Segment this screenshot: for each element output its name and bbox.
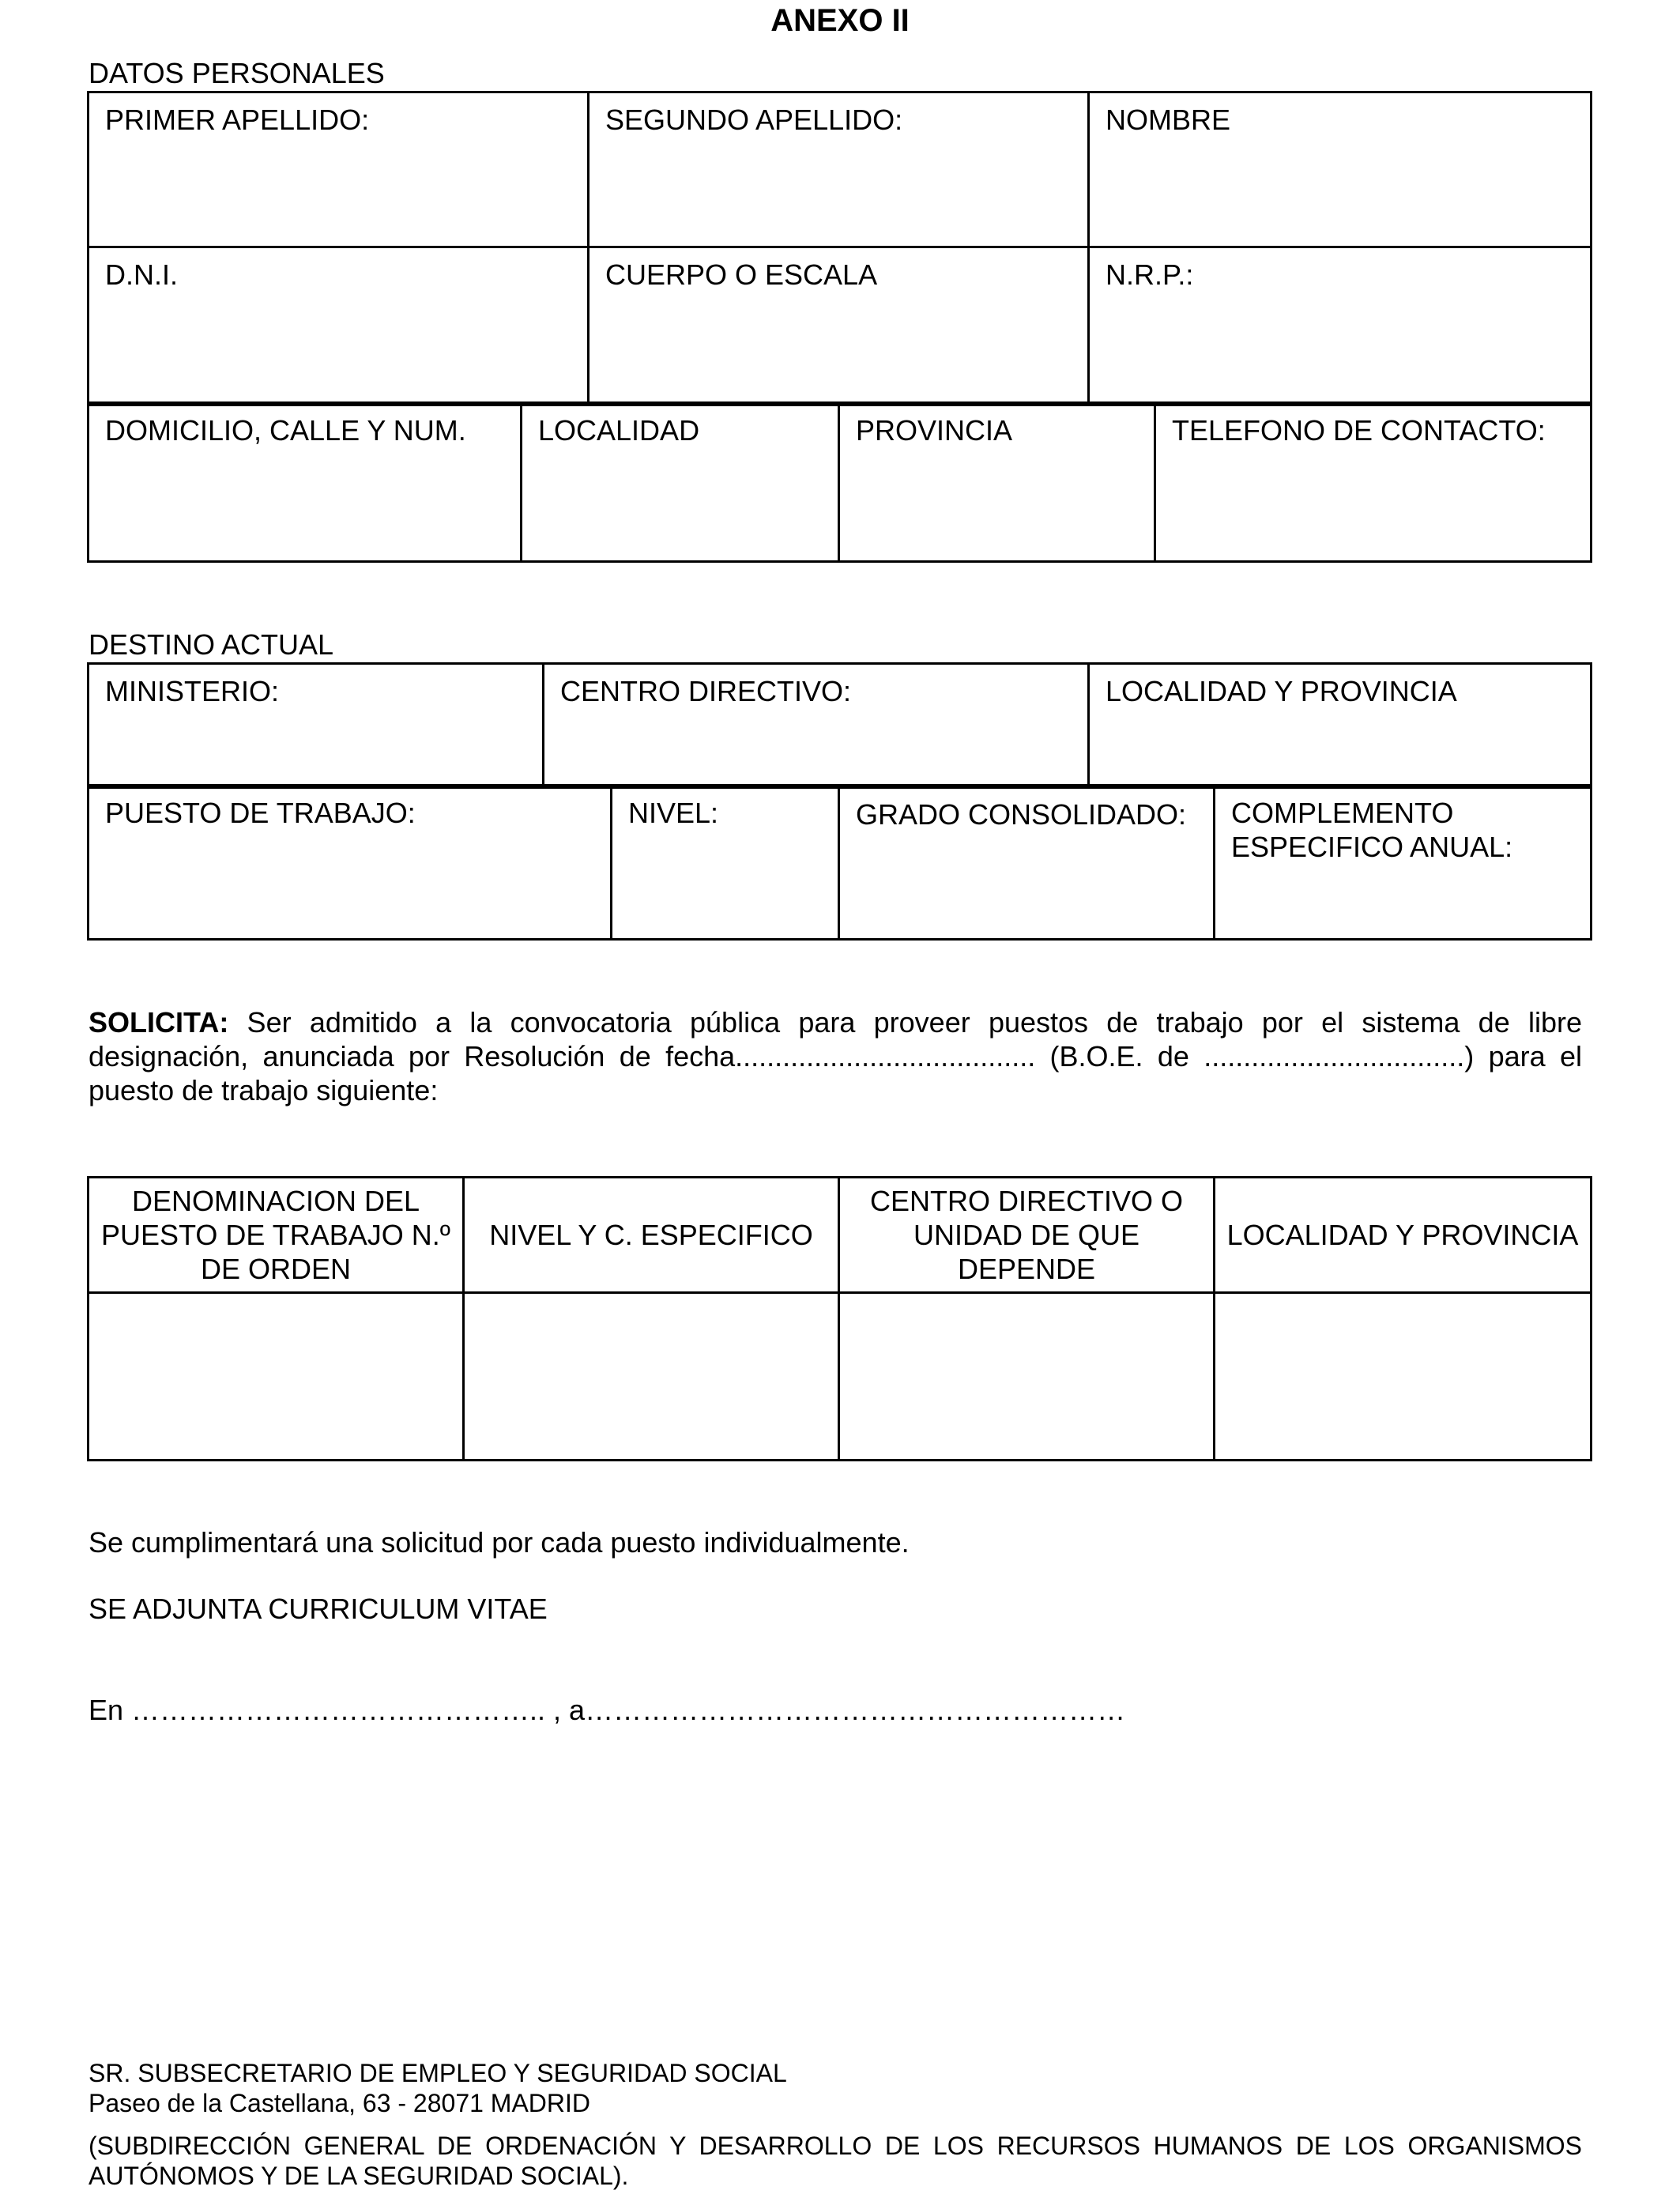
- solicita-text: Ser admitido a la convocatoria pública para proveer puestos de trabajo por el sistema de libre designación, anunciada por Resolución de fecha...................................... (B.O.E. de .................................) para el puesto de trabajo siguiente:: [89, 1006, 1582, 1106]
- solicita-paragraph: [89, 1005, 1582, 1107]
- datos-personales-table-a: [87, 91, 1592, 406]
- solicita-label: SOLICITA:: [89, 1006, 229, 1039]
- destinatario-line1: SR. SUBSECRETARIO DE EMPLEO Y SEGURIDAD SOCIAL: [89, 2059, 787, 2087]
- cell-nivel-especifico[interactable]: [464, 1293, 839, 1461]
- section-label-destino-actual: DESTINO ACTUAL: [89, 628, 334, 661]
- field-provincia[interactable]: PROVINCIA: [839, 403, 1155, 562]
- section-label-datos-personales: DATOS PERSONALES: [89, 57, 385, 89]
- puesto-solicitado-table: [87, 1176, 1592, 1461]
- cell-localidad-provincia[interactable]: [1215, 1293, 1591, 1461]
- field-localidad[interactable]: LOCALIDAD: [522, 403, 839, 562]
- destino-actual-table-b: [87, 784, 1592, 941]
- field-primer-apellido[interactable]: PRIMER APELLIDO:: [89, 92, 589, 247]
- cell-denominacion-puesto[interactable]: [89, 1293, 464, 1461]
- nota-solicitud: Se cumplimentará una solicitud por cada puesto individualmente.: [89, 1526, 910, 1559]
- datos-personales-table-b: [87, 401, 1592, 563]
- field-grado-consolidado[interactable]: GRADO CONSOLIDADO:: [839, 786, 1215, 940]
- destinatario-line2: Paseo de la Castellana, 63 - 28071 MADRID: [89, 2089, 591, 2117]
- destinatario-line3: (SUBDIRECCIÓN GENERAL DE ORDENACIÓN Y DESARROLLO DE LOS RECURSOS HUMANOS DE LOS ORGANISMOS AUTÓNOMOS Y DE LA SEGURIDAD SOCIAL).: [89, 2132, 1582, 2190]
- field-centro-directivo[interactable]: CENTRO DIRECTIVO:: [544, 664, 1089, 788]
- field-ministerio[interactable]: MINISTERIO:: [89, 664, 544, 788]
- field-telefono[interactable]: TELEFONO DE CONTACTO:: [1155, 403, 1591, 562]
- field-complemento-especifico[interactable]: COMPLEMENTO ESPECIFICO ANUAL:: [1215, 786, 1591, 940]
- header-centro-directivo: CENTRO DIRECTIVO O UNIDAD DE QUE DEPENDE: [839, 1178, 1215, 1293]
- field-domicilio[interactable]: DOMICILIO, CALLE Y NUM.: [89, 403, 522, 562]
- field-nrp[interactable]: N.R.P.:: [1089, 247, 1591, 405]
- lugar-fecha-line: En …………………………………….. , a…………………………………………………: [89, 1694, 1126, 1726]
- destino-actual-table-a: [87, 662, 1592, 789]
- field-segundo-apellido[interactable]: SEGUNDO APELLIDO:: [589, 92, 1089, 247]
- header-nivel-especifico: NIVEL Y C. ESPECIFICO: [464, 1178, 839, 1293]
- field-dni[interactable]: D.N.I.: [89, 247, 589, 405]
- field-localidad-provincia[interactable]: LOCALIDAD Y PROVINCIA: [1089, 664, 1591, 788]
- header-denominacion-puesto: DENOMINACION DEL PUESTO DE TRABAJO N.º DE ORDEN: [89, 1178, 464, 1293]
- field-puesto-trabajo[interactable]: PUESTO DE TRABAJO:: [89, 786, 612, 940]
- adjunta-curriculum: SE ADJUNTA CURRICULUM VITAE: [89, 1593, 548, 1625]
- cell-centro-directivo[interactable]: [839, 1293, 1215, 1461]
- field-nombre[interactable]: NOMBRE: [1089, 92, 1591, 247]
- field-cuerpo-escala[interactable]: CUERPO O ESCALA: [589, 247, 1089, 405]
- field-nivel[interactable]: NIVEL:: [612, 786, 839, 940]
- document-title: ANEXO II: [770, 3, 910, 38]
- header-localidad-provincia: LOCALIDAD Y PROVINCIA: [1215, 1178, 1591, 1293]
